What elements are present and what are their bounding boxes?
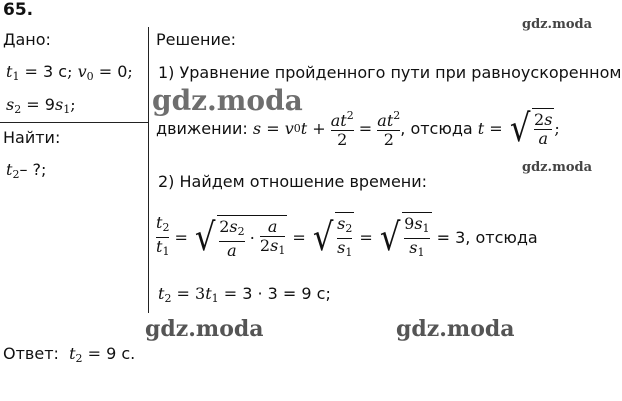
solution-step3: $t_2 = 3t_1 = 3 \cdot 3 = 9$ с;	[158, 284, 331, 305]
find-label: Найти:	[3, 128, 61, 147]
watermark-top-right: gdz.moda	[522, 17, 593, 32]
find-item: $t_2-$ ?;	[6, 160, 47, 181]
watermark-right-middle: gdz.moda	[522, 160, 593, 175]
watermark-bottom-right: gdz.moda	[396, 316, 515, 342]
solution-step1-line1: 1) Уравнение пройденного пути при равноускоренном	[158, 63, 622, 82]
solution-step1-formula: движении: s = v 0 t + $\frac{at^2}{2}$ = $\frac{at^2}{2}$ , отсюда t = √ $\frac{2s}{a}$ ;	[156, 106, 560, 150]
solution-step2: 2) Найдем отношение времени:	[158, 172, 428, 191]
horizontal-divider	[0, 122, 148, 123]
problem-number: 65.	[3, 0, 34, 20]
watermark-center-large: gdz.moda	[152, 84, 303, 117]
solution-label: Решение:	[156, 30, 237, 49]
given-label: Дано:	[3, 30, 51, 49]
answer-line: Ответ: $t_2 = 9$ с.	[3, 344, 136, 365]
vertical-divider	[148, 27, 149, 313]
solution-step2-formula: $\frac{t_2}{t_1}$ = √ $\frac{2s_2}{a}$ · $\frac{a}{2s_1}$ = √ $\frac{s_2}{s_1}$ = √ $\frac{9s_1}{s_1}$ = 3, отсюда	[156, 206, 538, 268]
watermark-bottom-left: gdz.moda	[145, 316, 264, 342]
given-t1-v0: $t_1 = 3$ с; $v_0 = 0$;	[6, 62, 133, 83]
given-s2: $s_2 = 9s_1$;	[6, 95, 76, 116]
